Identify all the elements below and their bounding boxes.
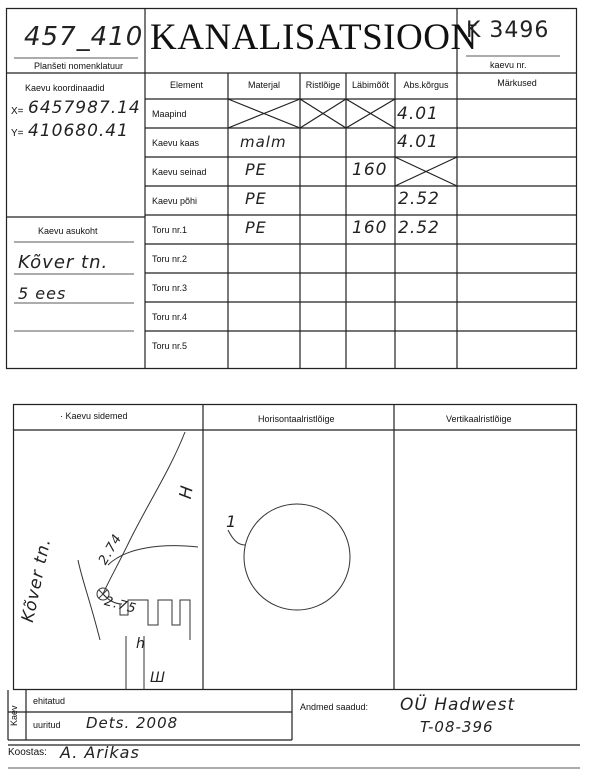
table-row-element: Toru nr.2	[152, 253, 188, 264]
y-prefix: Y=	[11, 128, 24, 139]
built-label: ehitatud	[33, 696, 66, 706]
location-line2: 5 ees	[18, 284, 67, 303]
sketch-col3-title: Vertikaalristlõige	[446, 414, 512, 424]
data-from-value2: T-08-396	[420, 718, 494, 736]
sketch-dist-b: 2.75	[102, 593, 139, 618]
table-cell-height: 2.52	[398, 189, 440, 209]
table-cell-diameter: 160	[352, 218, 388, 238]
table-row-element: Kaevu kaas	[152, 137, 200, 148]
location-label: Kaevu asukoht	[38, 226, 98, 236]
data-from-value1: OÜ Hadwest	[400, 695, 516, 715]
col-header-height: Abs.kõrgus	[403, 80, 449, 90]
table-row-element: Toru nr.3	[152, 282, 188, 293]
nomenclature-label: Planšeti nomenklatuur	[34, 61, 124, 71]
well-number: K 3496	[466, 18, 550, 43]
sketch-mark-n: h	[136, 636, 146, 652]
x-prefix: X=	[11, 106, 24, 117]
table-row-element: Kaevu seinad	[152, 166, 207, 177]
table-row-element: Toru nr.1	[152, 224, 188, 235]
sketch-street-label: Kõver tn.	[18, 536, 56, 625]
sketch-col2-title: Horisontaalristlõige	[258, 414, 335, 424]
sketch-col1-title: · Kaevu sidemed	[60, 411, 128, 421]
table-cell-height: 4.01	[397, 104, 439, 124]
table-cell-material: PE	[245, 218, 267, 237]
well-number-label: kaevu nr.	[490, 60, 527, 70]
table-row-element: Kaevu põhi	[152, 195, 198, 206]
table-cell-height: 2.52	[398, 218, 440, 238]
data-from-label: Andmed saadud:	[300, 702, 369, 712]
inspected-value: Dets. 2008	[86, 714, 179, 732]
coordinates-label: Kaevu koordinaadid	[25, 83, 105, 93]
y-coordinate: 410680.41	[28, 121, 129, 141]
table-cell-material: PE	[245, 189, 267, 208]
table-cell-height: 4.01	[397, 132, 439, 152]
table-row-element: Toru nr.5	[152, 340, 188, 351]
table-row-element: Maapind	[152, 108, 187, 119]
col-header-diameter: Läbimõõt	[351, 80, 390, 90]
col-header-notes: Märkused	[497, 78, 537, 88]
author-value: A. Arikas	[60, 743, 140, 762]
location-line1: Kõver tn.	[18, 252, 109, 273]
col-header-element: Element	[169, 80, 204, 90]
nomenclature-value: 457_410	[24, 22, 144, 52]
sketch-dist-a: 2.74	[96, 531, 126, 568]
sketch-pipe-label: 1	[226, 512, 238, 531]
author-label: Koostas:	[8, 747, 47, 758]
x-coordinate: 6457987.14	[28, 98, 141, 118]
sketch-mark-bottom: Ш	[150, 670, 166, 686]
table-cell-material: PE	[245, 160, 267, 179]
inspected-label: uuritud	[33, 720, 61, 730]
col-header-material: Materjal	[247, 80, 280, 90]
col-header-cross: Ristlõige	[305, 80, 341, 90]
page-title: KANALISATSIOON	[150, 17, 478, 58]
table-cell-diameter: 160	[352, 160, 388, 180]
sketch-mark-h: H	[175, 483, 198, 501]
table-cell-material: malm	[240, 133, 287, 151]
table-row-element: Toru nr.4	[152, 311, 188, 322]
footer-side-label: Kaev	[9, 705, 19, 726]
